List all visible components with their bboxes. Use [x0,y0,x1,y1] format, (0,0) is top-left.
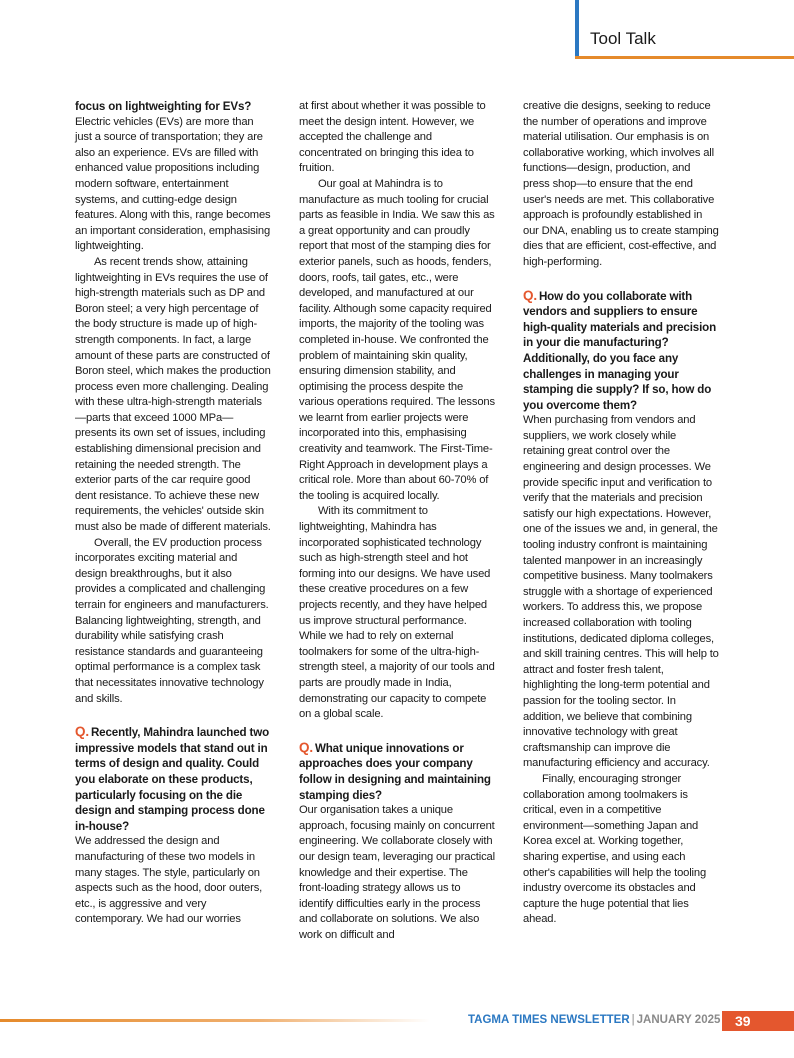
answer-paragraph: We addressed the design and manufacturing of these two models in many stages. The style, particularly on aspects such as the hood, door outers, etc., is aggressive and very contemporary. We had our worries [75,835,263,926]
question-text: What unique innovations or approaches does your company follow in designing and maintaining stamping dies? [299,741,491,802]
answer-paragraph: Finally, encouraging stronger collaboration among toolmakers is critical, even in a competitive environment—something Japan and Korea excel at. Working together, sharing expertise, and using each other's capabilities will help the tooling industry overcome its obstacles and capture the huge potential that lies ahead. [523,772,707,926]
footer-accent-line [0,1019,430,1022]
answer-paragraph: Electric vehicles (EVs) are more than just a source of transportation; they are also an experience. EVs are filled with enhanced value propositions including modern software, entertainment systems, and cutting-edge design features. Along with this, range becomes an important consideration, emphasising lightweighting. [75,115,271,253]
header-underline [575,56,794,59]
answer-paragraph: Our goal at Mahindra is to manufacture as much tooling for crucial parts as feasible in India. We saw this as a great opportunity and can proudly report that most of the stamping dies for exterior panels, such as hoods, fenders, doors, roofs, tail gates, etc., were developed, and manufactured at our facility. Although some capacity required imports, the majority of the tooling was completed in-house. We confronted the problem of maintaining skin quality, ensuring dimension stability, and optimising the process despite the various operations required. The lessons we learnt from earlier projects were incorporated into this, emphasising creativity and teamwork. The First-Time-Right Approach in development plays a critical role. More than about 60-70% of the tooling is acquired locally. [299,177,495,502]
answer-paragraph: creative die designs, seeking to reduce the number of operations and improve material utilisation. Our emphasis is on collaborative working, which involves all functions—design, production, and press shop—to ensure that the end user's needs are met. This collaborative approach is profoundly established in our DNA, enabling us to create stamping dies that are efficient, cost-effective, and high-performing. [523,100,719,268]
issue-date: JANUARY 2025 [636,1014,721,1026]
answer-paragraph: With its commitment to lightweighting, Mahindra has incorporated sophisticated technology such as high-strength steel and hot forming into our designs. We have used these creative procedures on a few projects recently, and they have helped us improve structural performance. While we had to rely on external toolmakers for some of the ultra-high-strength steel, a majority of our tools and parts are proudly made in India, demonstrating our capacity to compete on a global scale. [299,505,495,721]
question-text: Recently, Mahindra launched two impressive models that stand out in terms of design and quality. Could you elaborate on these products, particularly focusing on the die design and stamping process done in-house? [75,726,270,833]
question-marker: Q. [75,724,89,740]
header-accent-bar [575,0,579,58]
question-marker: Q. [523,287,537,303]
question-marker: Q. [299,739,313,755]
answer-paragraph: Our organisation takes a unique approach, focusing mainly on concurrent engineering. We collaborate closely with our design team, leveraging our practical knowledge and their expertise. The front-loading strategy allows us to identify difficulties early in the process and collaborate on solutions. We also work on difficult and [299,804,495,941]
footer-separator: | [631,1014,635,1026]
answer-paragraph: When purchasing from vendors and suppliers, we work closely while retaining great control over the engineering and design processes. We provide specific input and verification to verify that the materials and precision satisfy our high expectations. However, one of the issues we and, in general, the tooling industry confront is maintaining talented manpower in an increasingly competitive business. Many toolmakers struggle with a shortage of experienced workers. To address this, we propose increased collaboration with tooling institutions, dedicated diploma colleges, and skill training centres. This will help to attract and foster fresh talent, highlighting the long-term potential and passion for the tooling sector. In addition, we believe that combining innovative technology with great craftsmanship can improve die manufacturing efficiency and accuracy. [523,414,719,770]
question-heading-2 [75,724,271,834]
question-text: How do you collaborate with vendors and suppliers to ensure high-quality materials and precision in your die manufacturing? Additionally, do you face any challenges in managing your stamping die supply? If so, how do you overcome them? [523,289,717,412]
article-column-1 [75,99,271,928]
question-heading-3 [299,740,495,803]
article-column-3 [523,99,719,928]
question-heading-1-continued: focus on lightweighting for EVs? [75,100,252,113]
article-column-2 [299,99,495,943]
publication-name: TAGMA TIMES NEWSLETTER [468,1014,630,1026]
answer-paragraph: Overall, the EV production process incorporates exciting material and design breakthroughs, but it also provides a complicated and challenging terrain for engineers and manufacturers. Balancing lightweighting, strength, and durability while satisfying crash resistance standards and guaranteeing optimal performance is a complex task that necessitates innovative technology and skills. [75,536,269,705]
answer-paragraph: at first about whether it was possible to meet the design intent. However, we accepted the challenge and concentrated on bringing this idea to fruition. [299,100,486,175]
question-heading-4 [523,288,719,414]
section-title: Tool Talk [590,29,656,48]
footer-publication [468,1014,720,1026]
page-number: 39 [722,1011,794,1031]
answer-paragraph: As recent trends show, attaining lightweighting in EVs requires the use of high-strength materials such as DP and Boron steel; a very high percentage of the body structure is made up of high-strength components. In fact, a large amount of these parts are constructed of Boron steel, which makes the production process even more challenging. Dealing with these ultra-high-strength materials—parts that exceed 1000 MPa—presents its own set of issues, including establishing dimensional precision and retaining the needed strength. The exterior parts of the car require good dent resistance. To achieve these new requirements, the vehicles' outside skin must also be made of different materials. [75,255,271,534]
